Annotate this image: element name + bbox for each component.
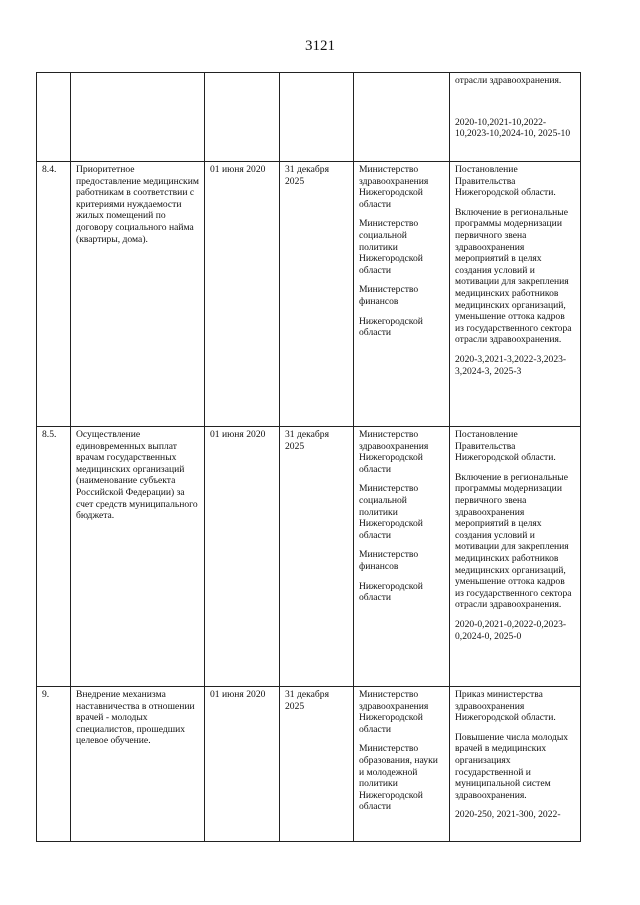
result-paragraph: Постановление Правительства Нижегородской области. xyxy=(455,164,556,199)
responsible-org: Министерство образования, науки и молодежной политики Нижегородской области xyxy=(359,743,438,813)
indicator-values: 2020-3,2021-3,2022-3,2023-3,2024-3, 2025-3 xyxy=(455,353,567,377)
table-row xyxy=(37,73,581,162)
indicator-values: 2020-0,2021-0,2022-0,2023-0,2024-0, 2025-0 xyxy=(455,618,567,642)
responsible xyxy=(354,427,450,687)
end-date xyxy=(280,73,354,162)
expected-result xyxy=(450,73,581,162)
measure-name: Осуществление единовременных выплат врачам государственных медицинских организаций (наименование субъекта Российской Федерации) за счет средств муниципального бюджета. xyxy=(71,427,205,687)
expected-result xyxy=(450,162,581,427)
responsible-org: Министерство здравоохранения Нижегородской области xyxy=(359,164,429,210)
page-number: 3121 xyxy=(305,38,335,54)
start-date: 01 июня 2020 xyxy=(205,427,280,687)
row-number: 9. xyxy=(37,687,71,842)
start-date: 01 июня 2020 xyxy=(205,162,280,427)
result-paragraph: Повышение числа молодых врачей в медицинских организациях государственной и муниципальной систем здравоохранения. xyxy=(455,731,569,801)
end-date: 31 декабря 2025 xyxy=(280,427,354,687)
result-paragraph: Приказ министерства здравоохранения Нижегородской области. xyxy=(455,689,556,724)
responsible xyxy=(354,73,450,162)
end-date: 31 декабря 2025 xyxy=(280,687,354,842)
start-date xyxy=(205,73,280,162)
row-number xyxy=(37,73,71,162)
responsible xyxy=(354,162,450,427)
result-paragraph: Включение в региональные программы модернизации первичного звена здравоохранения мероприятий в целях создания условий и мотивации для закрепления медицинских работников медицинских организаций, уменьшение оттока кадров из государственного сектора отрасли здравоохранения. xyxy=(455,206,572,346)
responsible-org: Министерство здравоохранения Нижегородской области xyxy=(359,689,429,735)
responsible-org: Министерство финансов xyxy=(359,284,419,307)
measure-name: Приоритетное предоставление медицинским работникам в соответствии с критериями нуждаемости жилых помещений по договору социального найма (квартиры, дома). xyxy=(71,162,205,427)
table-row xyxy=(37,687,581,842)
measure-name xyxy=(71,73,205,162)
responsible-org: Нижегородской области xyxy=(359,580,423,604)
expected-result xyxy=(450,427,581,687)
responsible-org: Министерство финансов xyxy=(359,549,419,572)
responsible-org: Нижегородской области xyxy=(359,315,423,339)
measure-name: Внедрение механизма наставничества в отношении врачей - молодых специалистов, прошедших целевое обучение. xyxy=(71,687,205,842)
end-date: 31 декабря 2025 xyxy=(280,162,354,427)
responsible-org: Министерство здравоохранения Нижегородской области xyxy=(359,429,429,475)
indicator-values: 2020-10,2021-10,2022-10,2023-10,2024-10, 2025-10 xyxy=(455,116,571,140)
measures-table xyxy=(36,72,581,842)
table-row xyxy=(37,162,581,427)
responsible xyxy=(354,687,450,842)
result-paragraph: Постановление Правительства Нижегородской области. xyxy=(455,429,556,464)
responsible-org: Министерство социальной политики Нижегородской области xyxy=(359,483,423,541)
row-number: 8.5. xyxy=(37,427,71,687)
responsible-org: Министерство социальной политики Нижегородской области xyxy=(359,218,423,276)
row-number: 8.4. xyxy=(37,162,71,427)
result-paragraph: отрасли здравоохранения. xyxy=(455,75,562,86)
indicator-values: 2020-250, 2021-300, 2022- xyxy=(455,809,561,821)
table-row xyxy=(37,427,581,687)
result-paragraph: Включение в региональные программы модернизации первичного звена здравоохранения мероприятий в целях создания условий и мотивации для закрепления медицинских работников медицинских организаций, уменьшение оттока кадров из государственного сектора отрасли здравоохранения. xyxy=(455,471,572,611)
expected-result xyxy=(450,687,581,842)
start-date: 01 июня 2020 xyxy=(205,687,280,842)
